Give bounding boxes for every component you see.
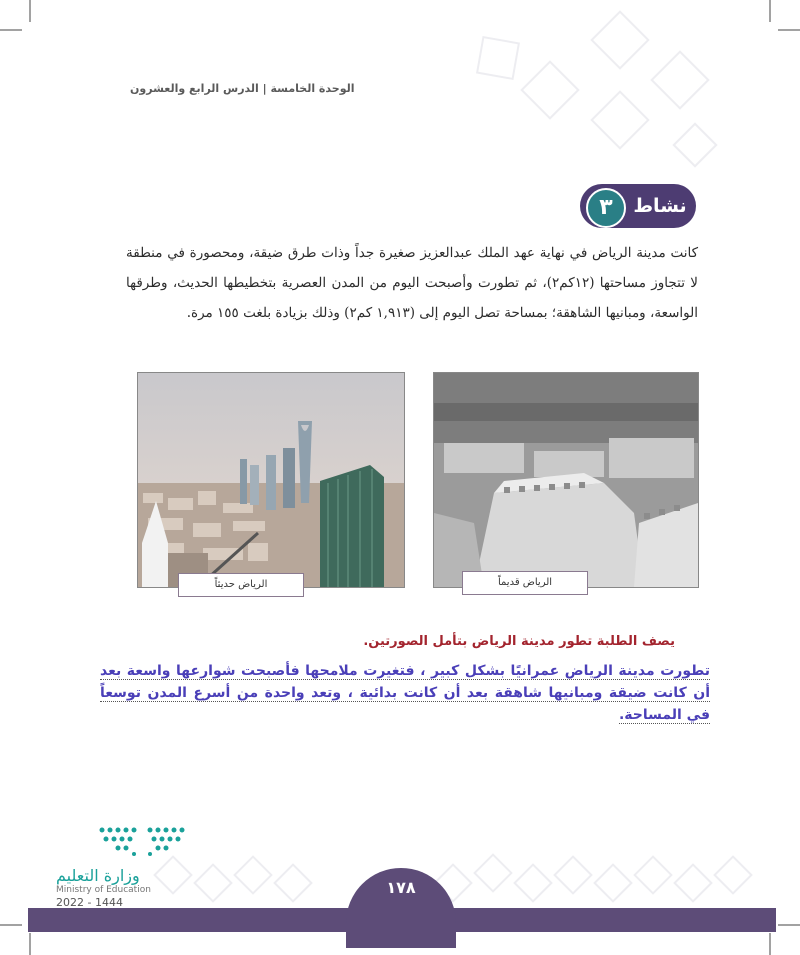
- logo-arabic-text: وزارة التعليم: [56, 866, 140, 885]
- old-riyadh-caption: الرياض قديماً: [462, 571, 588, 595]
- modern-riyadh-photo: [137, 372, 405, 588]
- logo-english-text: Ministry of Education: [56, 885, 151, 895]
- modern-riyadh-image: [138, 373, 404, 587]
- activity-number: ٣: [586, 188, 626, 228]
- answer-text: [100, 660, 710, 726]
- activity-instruction: يصف الطلبة تطور مدينة الرياض بتأمل الصورتين.: [363, 634, 675, 649]
- breadcrumb: الوحدة الخامسة | الدرس الرابع والعشرون: [130, 82, 355, 95]
- modern-riyadh-caption: الرياض حديثاً: [178, 573, 304, 597]
- page-number: ١٧٨: [386, 878, 416, 897]
- logo-year-text: 2022 - 1444: [56, 896, 123, 909]
- answer-text-content: تطورت مدينة الرياض عمرانيًا بشكل كبير ، فتغيرت ملامحها فأصبحت شوارعها واسعة بعد أن كانت ضيقة ومبانيها شاهقة بعد أن كانت بدائية ، وتعد واحدة من أسرع المدن توسعاً في المساحة.: [100, 663, 710, 723]
- ministry-logo-icon: [96, 824, 188, 860]
- activity-label: نشاط: [633, 195, 687, 217]
- old-riyadh-image: [434, 373, 698, 587]
- old-riyadh-photo: [433, 372, 699, 588]
- lesson-paragraph: كانت مدينة الرياض في نهاية عهد الملك عبدالعزيز صغيرة جداً وذات طرق ضيقة، ومحصورة في منطقة لا تتجاوز مساحتها (١٢كم٢)، ثم تطورت وأصبحت اليوم من المدن العصرية بتخطيطها الحديث، وطرقها الواسعة، ومبانيها الشاهقة؛ بمساحة تصل اليوم إلى (١,٩١٣ كم٢) وذلك بزيادة بلغت ١٥٥ مرة.: [126, 245, 698, 321]
